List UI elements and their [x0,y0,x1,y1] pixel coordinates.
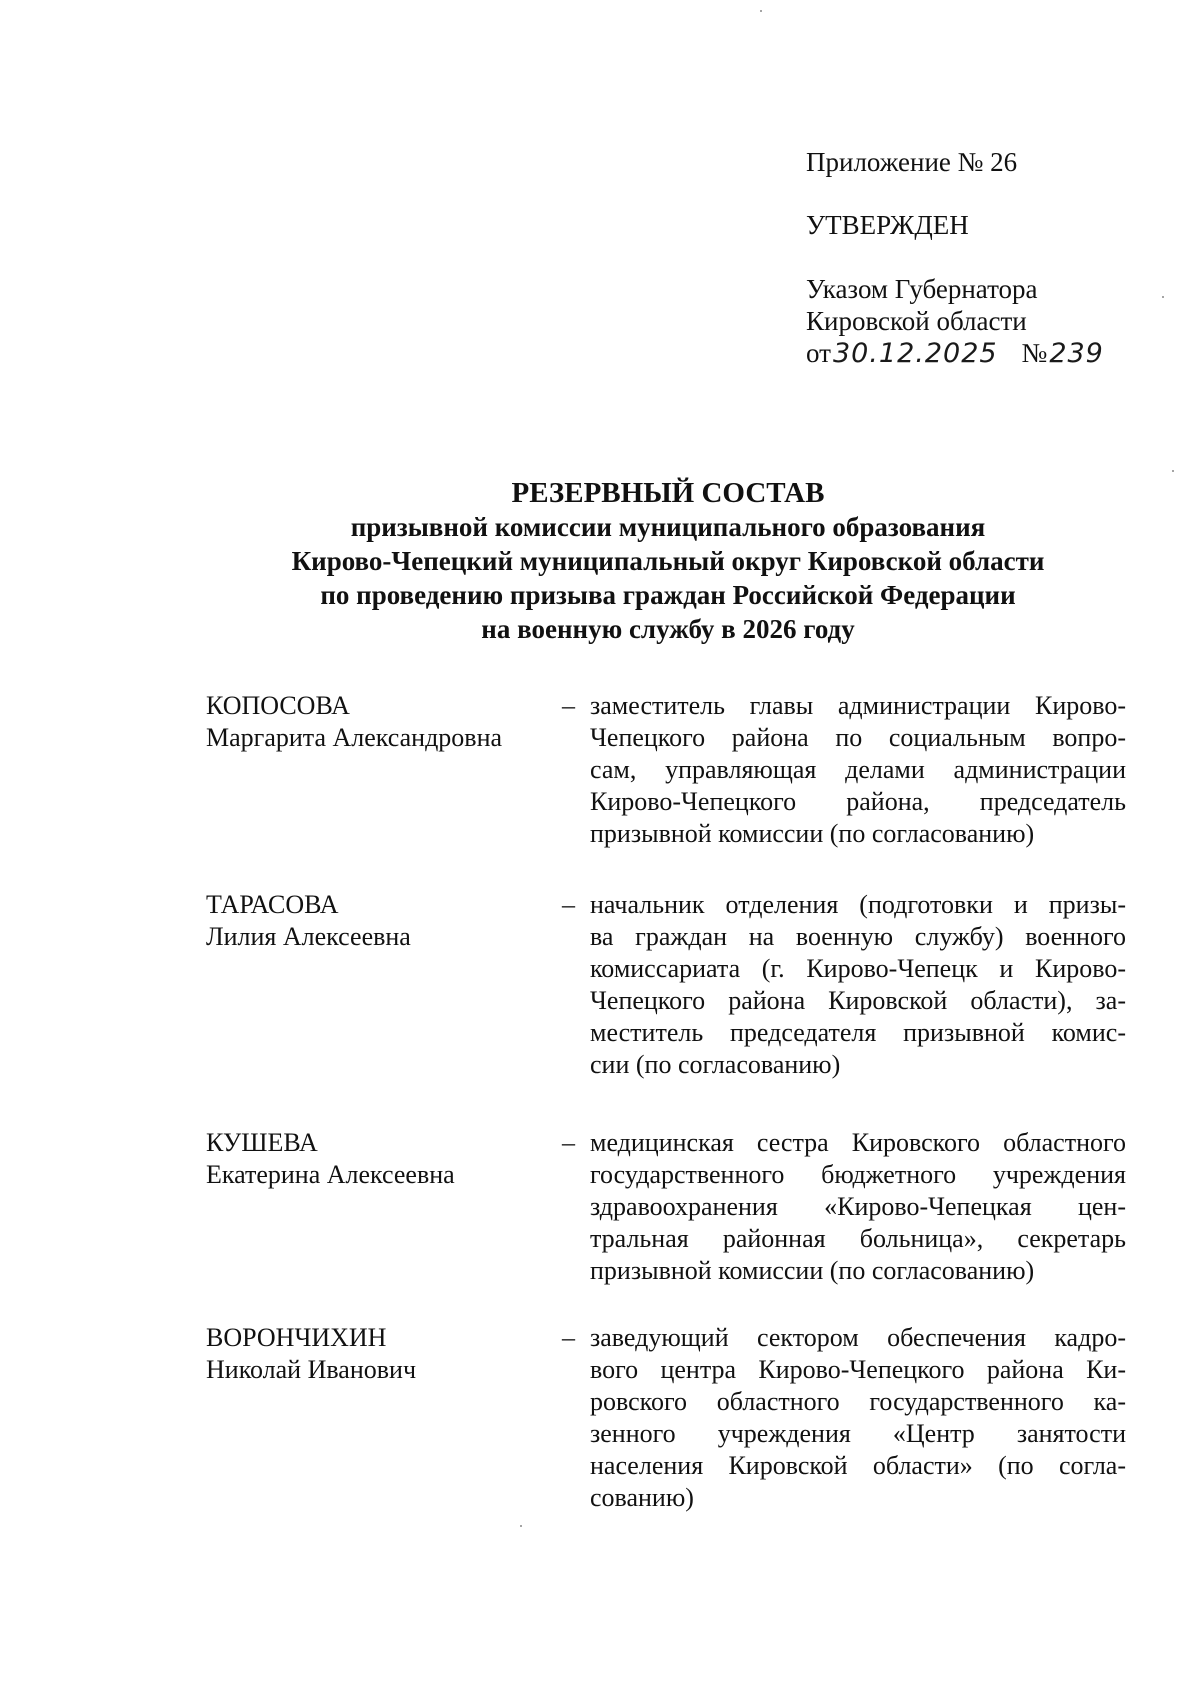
appendix-number: Приложение № 26 [806,147,1018,177]
position-line: комиссариата (г. Кирово-Чепецк и Кирово- [590,954,1126,983]
position-line: призывной комиссии (по согласованию) [590,819,1035,848]
member-dash: – [562,1128,575,1157]
position-line: тральная районная больница», секретарь [590,1224,1126,1253]
document-title [0,476,1200,646]
member-surname: КОПОСОВА [206,691,350,720]
position-line: Чепецкого района Кировской области), за- [590,986,1126,1015]
position-line: заместитель главы администрации Кирово- [590,691,1126,720]
member-given-name: Николай Иванович [206,1355,417,1384]
approval-block [806,146,1104,370]
scan-speck [1172,470,1174,472]
approved-stamp: УТВЕРЖДЕН [806,210,969,240]
decree-date-line [806,337,1104,370]
position-line: населения Кировской области» (по согла- [590,1451,1126,1480]
position-line: вого центра Кирово-Чепецкого района Ки- [590,1355,1126,1384]
member-surname: ВОРОНЧИХИН [206,1323,387,1352]
position-line: сованию) [590,1483,694,1512]
member-name [206,1127,546,1191]
member-position [590,690,1126,850]
position-line: призывной комиссии (по согласованию) [590,1256,1035,1285]
position-line: ровского областного государственного ка- [590,1387,1126,1416]
member-given-name: Маргарита Александровна [206,723,503,752]
member-position [590,1127,1126,1287]
member-dash: – [562,890,575,919]
member-name [206,1322,546,1386]
member-position [590,889,1126,1081]
title-line: на военную службу в 2026 году [481,614,855,644]
title-line: по проведению призыва граждан Российской Федерации [320,580,1016,610]
title-line: Кирово-Чепецкий муниципальный округ Кировской области [291,546,1045,576]
scan-speck [520,1525,522,1527]
position-line: государственного бюджетного учреждения [590,1160,1126,1189]
position-line: зенного учреждения «Центр занятости [590,1419,1126,1448]
member-dash: – [562,691,575,720]
member-given-name: Екатерина Алексеевна [206,1160,455,1189]
position-line: ва граждан на военную службу) военного [590,922,1126,951]
scan-speck [1162,296,1164,298]
position-line: медицинская сестра Кировского областного [590,1128,1126,1157]
handwritten-number: 239 [1049,338,1104,369]
member-surname: КУШЕВА [206,1128,318,1157]
position-line: Чепецкого района по социальным вопро- [590,723,1126,752]
title-heading: РЕЗЕРВНЫЙ СОСТАВ [511,477,825,509]
position-line: начальник отделения (подготовки и призы- [590,890,1126,919]
position-line: Кирово-Чепецкого района, председатель [590,787,1126,816]
member-name [206,690,546,754]
decree-line-2: Кировской области [806,306,1027,336]
decree-line-1: Указом Губернатора [806,274,1038,304]
scan-speck [760,10,762,12]
member-given-name: Лилия Алексеевна [206,922,411,951]
position-line: заведующий сектором обеспечения кадро- [590,1323,1126,1352]
number-prefix: № [1021,338,1048,368]
position-line: здравоохранения «Кирово-Чепецкая цен- [590,1192,1126,1221]
position-line: сии (по согласованию) [590,1050,841,1079]
member-name [206,889,546,953]
position-line: сам, управляющая делами администрации [590,755,1126,784]
member-surname: ТАРАСОВА [206,890,339,919]
title-line: призывной комиссии муниципального образования [350,512,986,542]
handwritten-date: 30.12.2025 [832,338,998,369]
member-dash: – [562,1323,575,1352]
member-position [590,1322,1126,1514]
position-line: меститель председателя призывной комис- [590,1018,1126,1047]
date-prefix: от [806,338,831,368]
